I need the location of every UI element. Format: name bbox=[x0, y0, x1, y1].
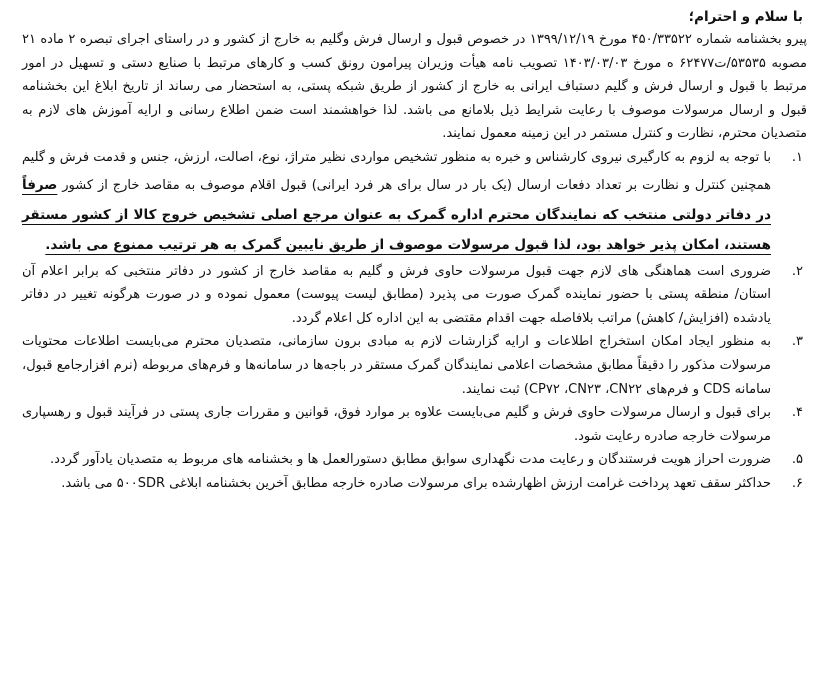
list-item-1 bbox=[22, 146, 807, 260]
item-number: ۳. bbox=[791, 334, 803, 350]
item-number: ۱. bbox=[791, 149, 803, 165]
list-item-3 bbox=[22, 330, 807, 401]
item-text: حداکثر سقف تعهد پرداخت غرامت ارزش اظهارشده برای مرسولات صادره خارجه مطابق آخرین بخشنامه ابلاغی ۵۰۰SDR می باشد. bbox=[61, 475, 771, 491]
item-number: ۵. bbox=[791, 452, 803, 468]
list-item-6 bbox=[22, 472, 807, 496]
numbered-list bbox=[22, 146, 807, 496]
item-text: ضروری است هماهنگی های لازم جهت قبول مرسولات حاوی فرش و گلیم به مقاصد خارج از کشور در دفاتر منتخبی که برابر اعلام آن استان/ منطقه پستی با حضور نماینده گمرک صورت می پذیرد (مطابق لیست پیوست) معمول نموده و در صورت هرگونه تغییر در دفاتر یادشده (افزایش/ کاهش) مراتب بلافاصله جهت اقدام مقتضی به این اداره کل اعلام گردد. bbox=[22, 263, 771, 326]
item-text: به منظور ایجاد امکان استخراج اطلاعات و ارایه گزارشات لازم به مبادی برون سازمانی، متصدیان محترم می‌بایست اطلاعات محتویات مرسولات مذکور را دقیقاً مطابق مشخصات اعلامی نمایندگان گمرک مستقر در باجه‌ها در سامانه‌ها و فرم‌های مربوطه (نرم افزارجامع قبول، سامانه CDS و فرم‌های CP۷۲ ،CN۲۳ ،CN۲۲) ثبت نمایند. bbox=[22, 334, 771, 397]
item-number: ۲. bbox=[791, 263, 803, 279]
item-number: ۴. bbox=[791, 405, 803, 421]
list-item-5 bbox=[22, 448, 807, 472]
list-item-2 bbox=[22, 260, 807, 331]
item-number: ۶. bbox=[791, 475, 803, 491]
greeting: با سلام و احترام؛ bbox=[688, 9, 803, 25]
item-text-emphasis: صرفاً در دفاتر دولتی منتخب که نمایندگان محترم اداره گمرک به عنوان مرجع اصلی تشخیص خروج کالا از کشور مستقر هستند، امکان پذیر خواهد بود، لذا قبول مرسولات موصوف از طریق نایبین گمرک به هر ترتیب ممنوع می باشد. bbox=[22, 176, 771, 253]
intro-paragraph: پیرو بخشنامه شماره ۴۵۰/۳۳۵۲۲ مورخ ۱۳۹۹/۱۲/۱۹ در خصوص قبول و ارسال فرش وگلیم به خارج از کشور و در راستای اجرای تبصره ۲ ماده ۲۱ مصوبه ۵۳۵۳۵/ت۶۲۴۷۷ ه مورخ ۱۴۰۳/۰۳/۰۳ تصویب نامه هیأت وزیران پیرامون رونق کسب و کارهای مرتبط با صنایع دستی و تسهیل در امور مرتبط با قبول و ارسال فرش و گلیم دستباف ایرانی به خارج از کشور از طریق شبکه پستی، به استحضار می رساند از تاریخ ابلاغ این بخشنامه قبول و ارسال مرسولات موصوف با رعایت شرایط ذیل بلامانع می باشد. لذا خواهشمند است ضمن اطلاع رسانی و ارایه آموزش های لازم به متصدیان محترم، نظارت و کنترل مستمر در این زمینه معمول نمایند. bbox=[22, 32, 808, 142]
list-item-4 bbox=[22, 401, 807, 448]
item-text: برای قبول و ارسال مرسولات حاوی فرش و گلیم می‌بایست علاوه بر موارد فوق، قوانین و مقررات جاری پستی در فرآیند قبول و رهسپاری مرسولات خارجه صادره رعایت شود. bbox=[22, 405, 771, 444]
item-text-regular: با توجه به لزوم به کارگیری نیروی کارشناس و خبره به منظور تشخیص مواردی نظیر متراژ، نوع، اصالت، ارزش، جنس و قدمت فرش و گلیم همچنین کنترل و نظارت بر تعداد دفعات ارسال (یک بار در سال برای هر فرد ایرانی) قبول اقلام موصوف به مقاصد خارج از کشور bbox=[22, 149, 771, 193]
item-text: ضرورت احراز هویت فرستندگان و رعایت مدت نگهداری سوابق مطابق دستورالعمل ها و بخشنامه های مربوط به متصدیان یادآور گردد. bbox=[49, 452, 771, 468]
item-text bbox=[22, 146, 771, 260]
